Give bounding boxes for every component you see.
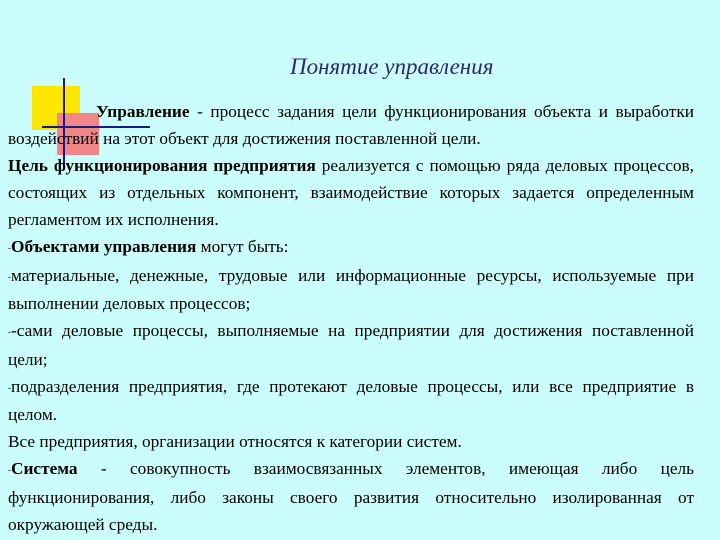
slide-title: Понятие управления	[290, 54, 494, 79]
definition-text: - процесс задания цели функционирования объекта и выработки воздействий на этот объект для достижения поставленной цели.	[8, 102, 694, 148]
paragraph-enterprise-goal	[8, 152, 694, 233]
definition-text: - совокупность взаимосвязанных элементов, имеющая либо цель функционирования, либо законы своего развития относительно изолированная от окружающей среды.	[8, 459, 694, 534]
bullet-marker: -	[8, 326, 11, 337]
bullet-marker: -	[8, 242, 11, 253]
paragraph-management-definition	[8, 98, 694, 152]
list-item-departments	[8, 373, 694, 429]
definition-text: реализуется с помощью ряда деловых процессов, состоящих из отдельных компонент, взаимодействие которых задается определенным регламентом их исполнения.	[8, 156, 694, 229]
term-system: Система	[11, 459, 78, 479]
list-item-resources	[8, 262, 694, 318]
list-item-text: материальные, денежные, трудовые или информационные ресурсы, используемые при выполнении деловых процессов;	[8, 265, 694, 314]
paragraph-systems	[8, 428, 694, 455]
list-item-processes	[8, 317, 694, 373]
paragraph-text: Все предприятия, организации относятся к категории систем.	[8, 432, 462, 452]
term-management-objects: Объектами управления	[11, 237, 197, 256]
paragraph-management-objects	[8, 233, 694, 262]
bullet-marker: -	[8, 382, 11, 393]
bullet-marker: -	[8, 464, 11, 475]
list-item-text: подразделения предприятия, где протекают деловые процессы, или все предприятие в целом.	[8, 376, 694, 425]
definition-text: могут быть:	[196, 237, 289, 256]
slide-body	[8, 98, 694, 538]
list-item-text: -сами деловые процессы, выполняемые на предприятии для достижения поставленной цели;	[8, 321, 694, 369]
paragraph-system-definition	[8, 455, 694, 538]
bullet-marker: -	[8, 271, 11, 282]
term-enterprise-goal: Цель функционирования предприятия	[8, 156, 316, 175]
term-management: Управление	[96, 102, 190, 121]
